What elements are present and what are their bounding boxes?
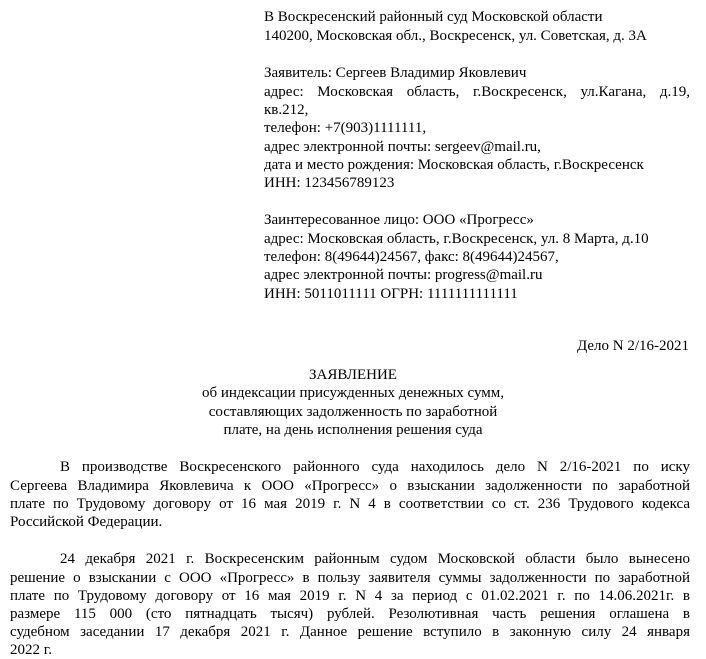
title-line-1: об индексации присужденных денежных сумм, xyxy=(201,385,504,401)
applicant-email: адрес электронной почты: sergeev@mail.ru, xyxy=(264,139,541,155)
applicant-name: Заявитель: Сергеев Владимир Яковлевич xyxy=(264,65,527,81)
paragraph-line: плате по Трудовому договору от 16 мая 2019 г. N 4 в соответствии со ст. 236 Трудового кодекса xyxy=(10,496,690,512)
applicant-address: адрес: Московская область, г.Воскресенск, ул.Кагана, д.19, xyxy=(264,84,690,100)
paragraph-line: 24 декабря 2021 г. Воскресенским районным судом Московской области было вынесено xyxy=(60,551,690,567)
paragraph-line: плате по Трудовому договору от 16 мая 2019 г. N 4 за период с 01.02.2021 г. по 14.06.2021г. в xyxy=(10,588,690,604)
case-number: Дело N 2/16-2021 xyxy=(576,338,689,354)
title-line-2: составляющих задолженность по заработной xyxy=(208,404,498,420)
applicant-birth: дата и место рождения: Московская область, г.Воскресенск xyxy=(264,157,644,173)
title-line-3: плате, на день исполнения решения суда xyxy=(223,422,483,438)
interested-phone: телефон: 8(49644)24567, факс: 8(49644)24567, xyxy=(264,249,559,265)
applicant-phone: телефон: +7(903)1111111, xyxy=(264,120,427,136)
applicant-inn: ИНН: 123456789123 xyxy=(264,175,395,191)
paragraph-line: 2022 г. xyxy=(10,642,52,658)
title-heading: ЗАЯВЛЕНИЕ xyxy=(309,367,397,383)
court-name: В Воскресенский районный суд Московской области xyxy=(264,9,603,25)
interested-email: адрес электронной почты: progress@mail.ru xyxy=(264,267,543,283)
interested-address: адрес: Московская область, г.Воскресенск, ул. 8 Марта, д.10 xyxy=(264,231,649,247)
interested-ids: ИНН: 5011011111 ОГРН: 1111111111111 xyxy=(264,286,518,302)
paragraph-line: размере 115 000 (сто пятнадцать тысяч) рублей. Резолютивная часть решения оглашена в xyxy=(10,606,690,622)
court-address: 140200, Московская обл., Воскресенск, ул. Советская, д. 3А xyxy=(264,28,647,44)
paragraph-line: решение о взыскании с ООО «Прогресс» в пользу заявителя суммы задолженности по заработной xyxy=(10,570,690,586)
paragraph-line: Российской Федерации. xyxy=(10,514,163,530)
paragraph-line: Сергеева Владимира Яковлевича к ООО «Прогресс» о взыскании задолженности по заработной xyxy=(10,478,690,494)
paragraph-line: судебном заседании 17 декабря 2021 г. Данное решение вступило в законную силу 24 января xyxy=(10,624,690,640)
paragraph-line: В производстве Воскресенского районного суда находилось дело N 2/16-2021 по иску xyxy=(60,459,690,475)
interested-name: Заинтересованное лицо: ООО «Прогресс» xyxy=(264,212,534,228)
applicant-address-apt: кв.212, xyxy=(264,102,309,118)
